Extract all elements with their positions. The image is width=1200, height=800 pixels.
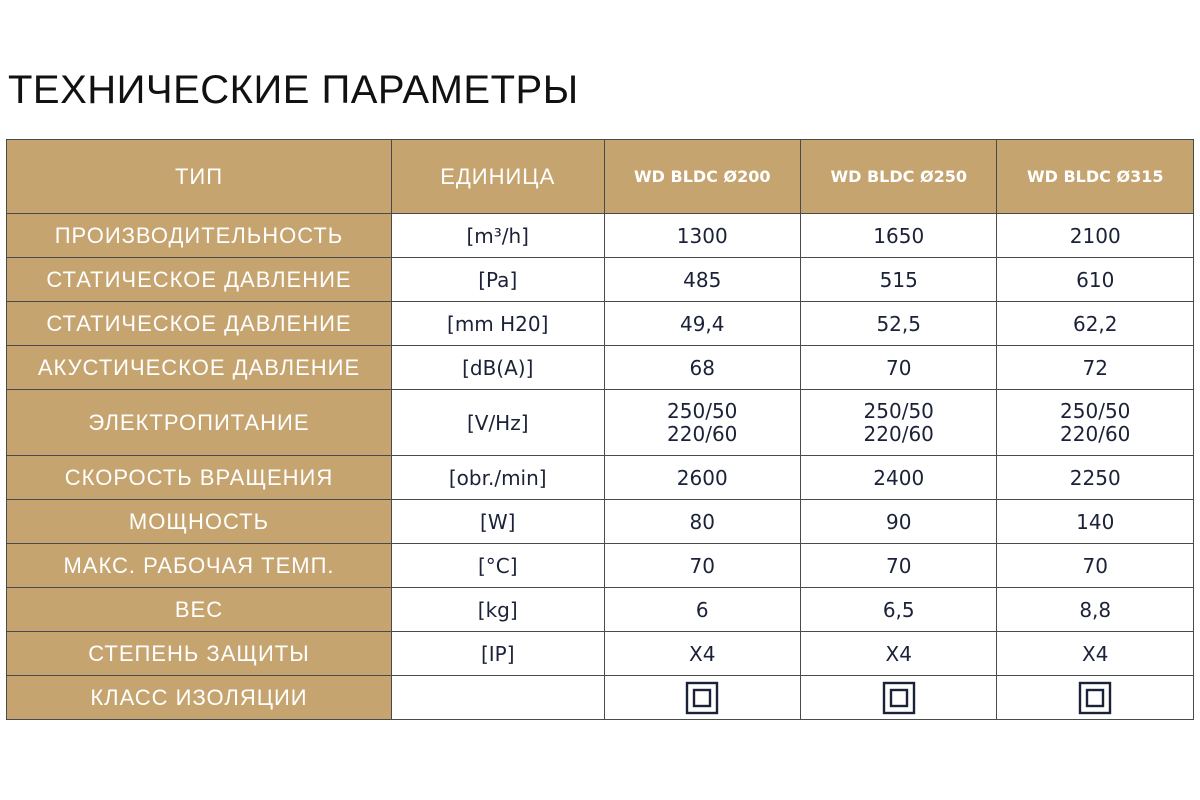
table-row <box>7 632 1194 676</box>
value-cell: 2100 <box>997 214 1194 258</box>
param-unit: [mm H20] <box>391 302 604 346</box>
value-cell: 62,2 <box>997 302 1194 346</box>
value-cell <box>604 390 800 456</box>
value-line: 250/50 <box>667 398 738 423</box>
value-cell <box>800 390 996 456</box>
param-unit: [kg] <box>391 588 604 632</box>
param-label: ВЕС <box>7 588 392 632</box>
value-line: 220/60 <box>667 421 738 446</box>
table-row <box>7 302 1194 346</box>
value-cell: 68 <box>604 346 800 390</box>
value-cell: 90 <box>800 500 996 544</box>
header-row <box>7 140 1194 214</box>
specs-table <box>6 139 1194 720</box>
value-cell <box>604 676 800 720</box>
param-unit: [Pa] <box>391 258 604 302</box>
value-cell: 70 <box>800 346 996 390</box>
param-label: ЭЛЕКТРОПИТАНИЕ <box>7 390 392 456</box>
header-model-250: WD BLDC Ø250 <box>800 140 996 214</box>
value-cell: 1300 <box>604 214 800 258</box>
table-row <box>7 544 1194 588</box>
param-unit: [dB(A)] <box>391 346 604 390</box>
header-type: ТИП <box>7 140 392 214</box>
value-cell: 70 <box>604 544 800 588</box>
param-unit: [IP] <box>391 632 604 676</box>
value-cell: 140 <box>997 500 1194 544</box>
table-row <box>7 390 1194 456</box>
table-row <box>7 346 1194 390</box>
value-cell: 1650 <box>800 214 996 258</box>
param-label: СТАТИЧЕСКОЕ ДАВЛЕНИЕ <box>7 258 392 302</box>
param-unit: [V/Hz] <box>391 390 604 456</box>
value-line: 220/60 <box>1060 421 1131 446</box>
value-cell: 8,8 <box>997 588 1194 632</box>
value-cell: X4 <box>604 632 800 676</box>
value-cell: 72 <box>997 346 1194 390</box>
param-unit: [m³/h] <box>391 214 604 258</box>
value-cell: X4 <box>997 632 1194 676</box>
value-cell: 6 <box>604 588 800 632</box>
table-row <box>7 588 1194 632</box>
param-label: СТАТИЧЕСКОЕ ДАВЛЕНИЕ <box>7 302 392 346</box>
value-cell: 70 <box>997 544 1194 588</box>
table-row <box>7 676 1194 720</box>
value-cell <box>800 676 996 720</box>
value-cell: 80 <box>604 500 800 544</box>
header-model-200: WD BLDC Ø200 <box>604 140 800 214</box>
table-row <box>7 500 1194 544</box>
double-insulation-icon <box>685 681 719 715</box>
page-title: ТЕХНИЧЕСКИЕ ПАРАМЕТРЫ <box>8 68 579 112</box>
header-model-315: WD BLDC Ø315 <box>997 140 1194 214</box>
value-cell: 6,5 <box>800 588 996 632</box>
double-insulation-icon <box>882 681 916 715</box>
double-insulation-icon <box>1078 681 1112 715</box>
param-unit: [W] <box>391 500 604 544</box>
param-label: МАКС. РАБОЧАЯ ТЕМП. <box>7 544 392 588</box>
header-unit: ЕДИНИЦА <box>391 140 604 214</box>
value-line: 220/60 <box>863 421 934 446</box>
value-cell: 515 <box>800 258 996 302</box>
value-cell <box>997 390 1194 456</box>
param-label: СТЕПЕНЬ ЗАЩИТЫ <box>7 632 392 676</box>
param-unit: [obr./min] <box>391 456 604 500</box>
value-cell <box>997 676 1194 720</box>
param-label: ПРОИЗВОДИТЕЛЬНОСТЬ <box>7 214 392 258</box>
value-cell: 2400 <box>800 456 996 500</box>
param-unit <box>391 676 604 720</box>
table-row <box>7 258 1194 302</box>
value-cell: 49,4 <box>604 302 800 346</box>
value-cell: 2600 <box>604 456 800 500</box>
table-row <box>7 214 1194 258</box>
value-cell: 485 <box>604 258 800 302</box>
value-cell: 2250 <box>997 456 1194 500</box>
value-cell: X4 <box>800 632 996 676</box>
value-cell: 70 <box>800 544 996 588</box>
table-row <box>7 456 1194 500</box>
param-label: КЛАСС ИЗОЛЯЦИИ <box>7 676 392 720</box>
param-unit: [°C] <box>391 544 604 588</box>
param-label: СКОРОСТЬ ВРАЩЕНИЯ <box>7 456 392 500</box>
value-line: 250/50 <box>863 398 934 423</box>
value-line: 250/50 <box>1060 398 1131 423</box>
value-cell: 610 <box>997 258 1194 302</box>
value-cell: 52,5 <box>800 302 996 346</box>
param-label: МОЩНОСТЬ <box>7 500 392 544</box>
param-label: АКУСТИЧЕСКОЕ ДАВЛЕНИЕ <box>7 346 392 390</box>
